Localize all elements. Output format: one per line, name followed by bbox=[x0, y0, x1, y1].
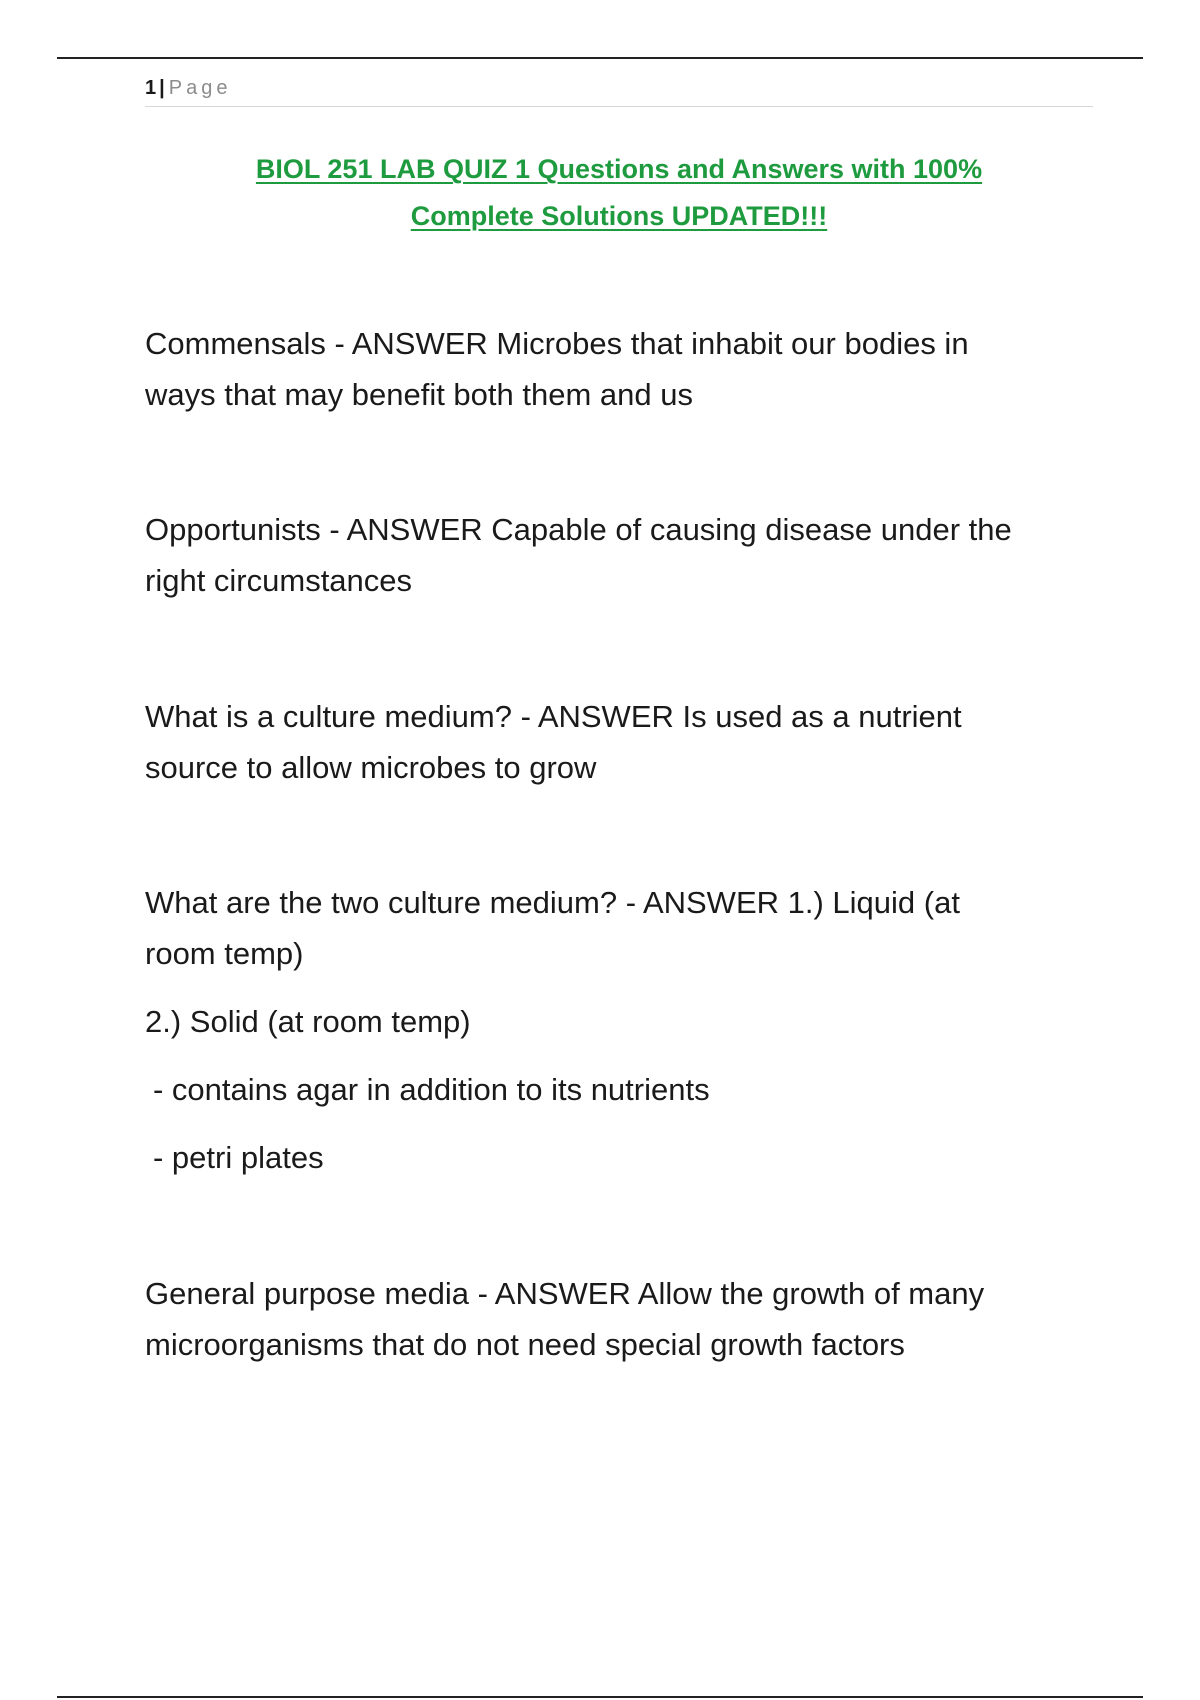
qa-line: source to allow microbes to grow bbox=[145, 750, 597, 785]
qa-entry-commensals bbox=[145, 318, 1085, 420]
qa-line: What are the two culture medium? - ANSWER 1.) Liquid (at bbox=[145, 885, 960, 920]
title-line-1: BIOL 251 LAB QUIZ 1 Questions and Answers with 100% bbox=[255, 154, 983, 184]
top-rule bbox=[57, 57, 1143, 59]
qa-line: What is a culture medium? - ANSWER Is used as a nutrient bbox=[145, 699, 962, 734]
page-number: 1 bbox=[145, 77, 157, 99]
qa-line: Opportunists - ANSWER Capable of causing disease under the bbox=[145, 512, 1012, 547]
qa-entry-opportunists bbox=[145, 504, 1085, 606]
page-header bbox=[145, 74, 1093, 107]
qa-entry-general-purpose-media bbox=[145, 1268, 1085, 1370]
qa-entry-culture-medium bbox=[145, 691, 1085, 793]
qa-line: ways that may benefit both them and us bbox=[145, 377, 693, 412]
document-title bbox=[145, 146, 1093, 240]
qa-bullet: - petri plates bbox=[153, 1140, 324, 1175]
qa-line: microorganisms that do not need special growth factors bbox=[145, 1327, 905, 1362]
qa-entry-two-culture-media bbox=[145, 877, 1085, 1183]
qa-line: right circumstances bbox=[145, 563, 413, 598]
qa-bullet: - contains agar in addition to its nutrients bbox=[153, 1072, 710, 1107]
bottom-rule bbox=[57, 1696, 1143, 1698]
qa-line: 2.) Solid (at room temp) bbox=[145, 1004, 471, 1039]
page-separator: | bbox=[159, 77, 165, 99]
qa-line: Commensals - ANSWER Microbes that inhabit our bodies in bbox=[145, 326, 969, 361]
title-line-2: Complete Solutions UPDATED!!! bbox=[410, 201, 828, 231]
qa-line: General purpose media - ANSWER Allow the growth of many bbox=[145, 1276, 985, 1311]
qa-line: room temp) bbox=[145, 936, 304, 971]
page-label: Page bbox=[168, 77, 232, 99]
